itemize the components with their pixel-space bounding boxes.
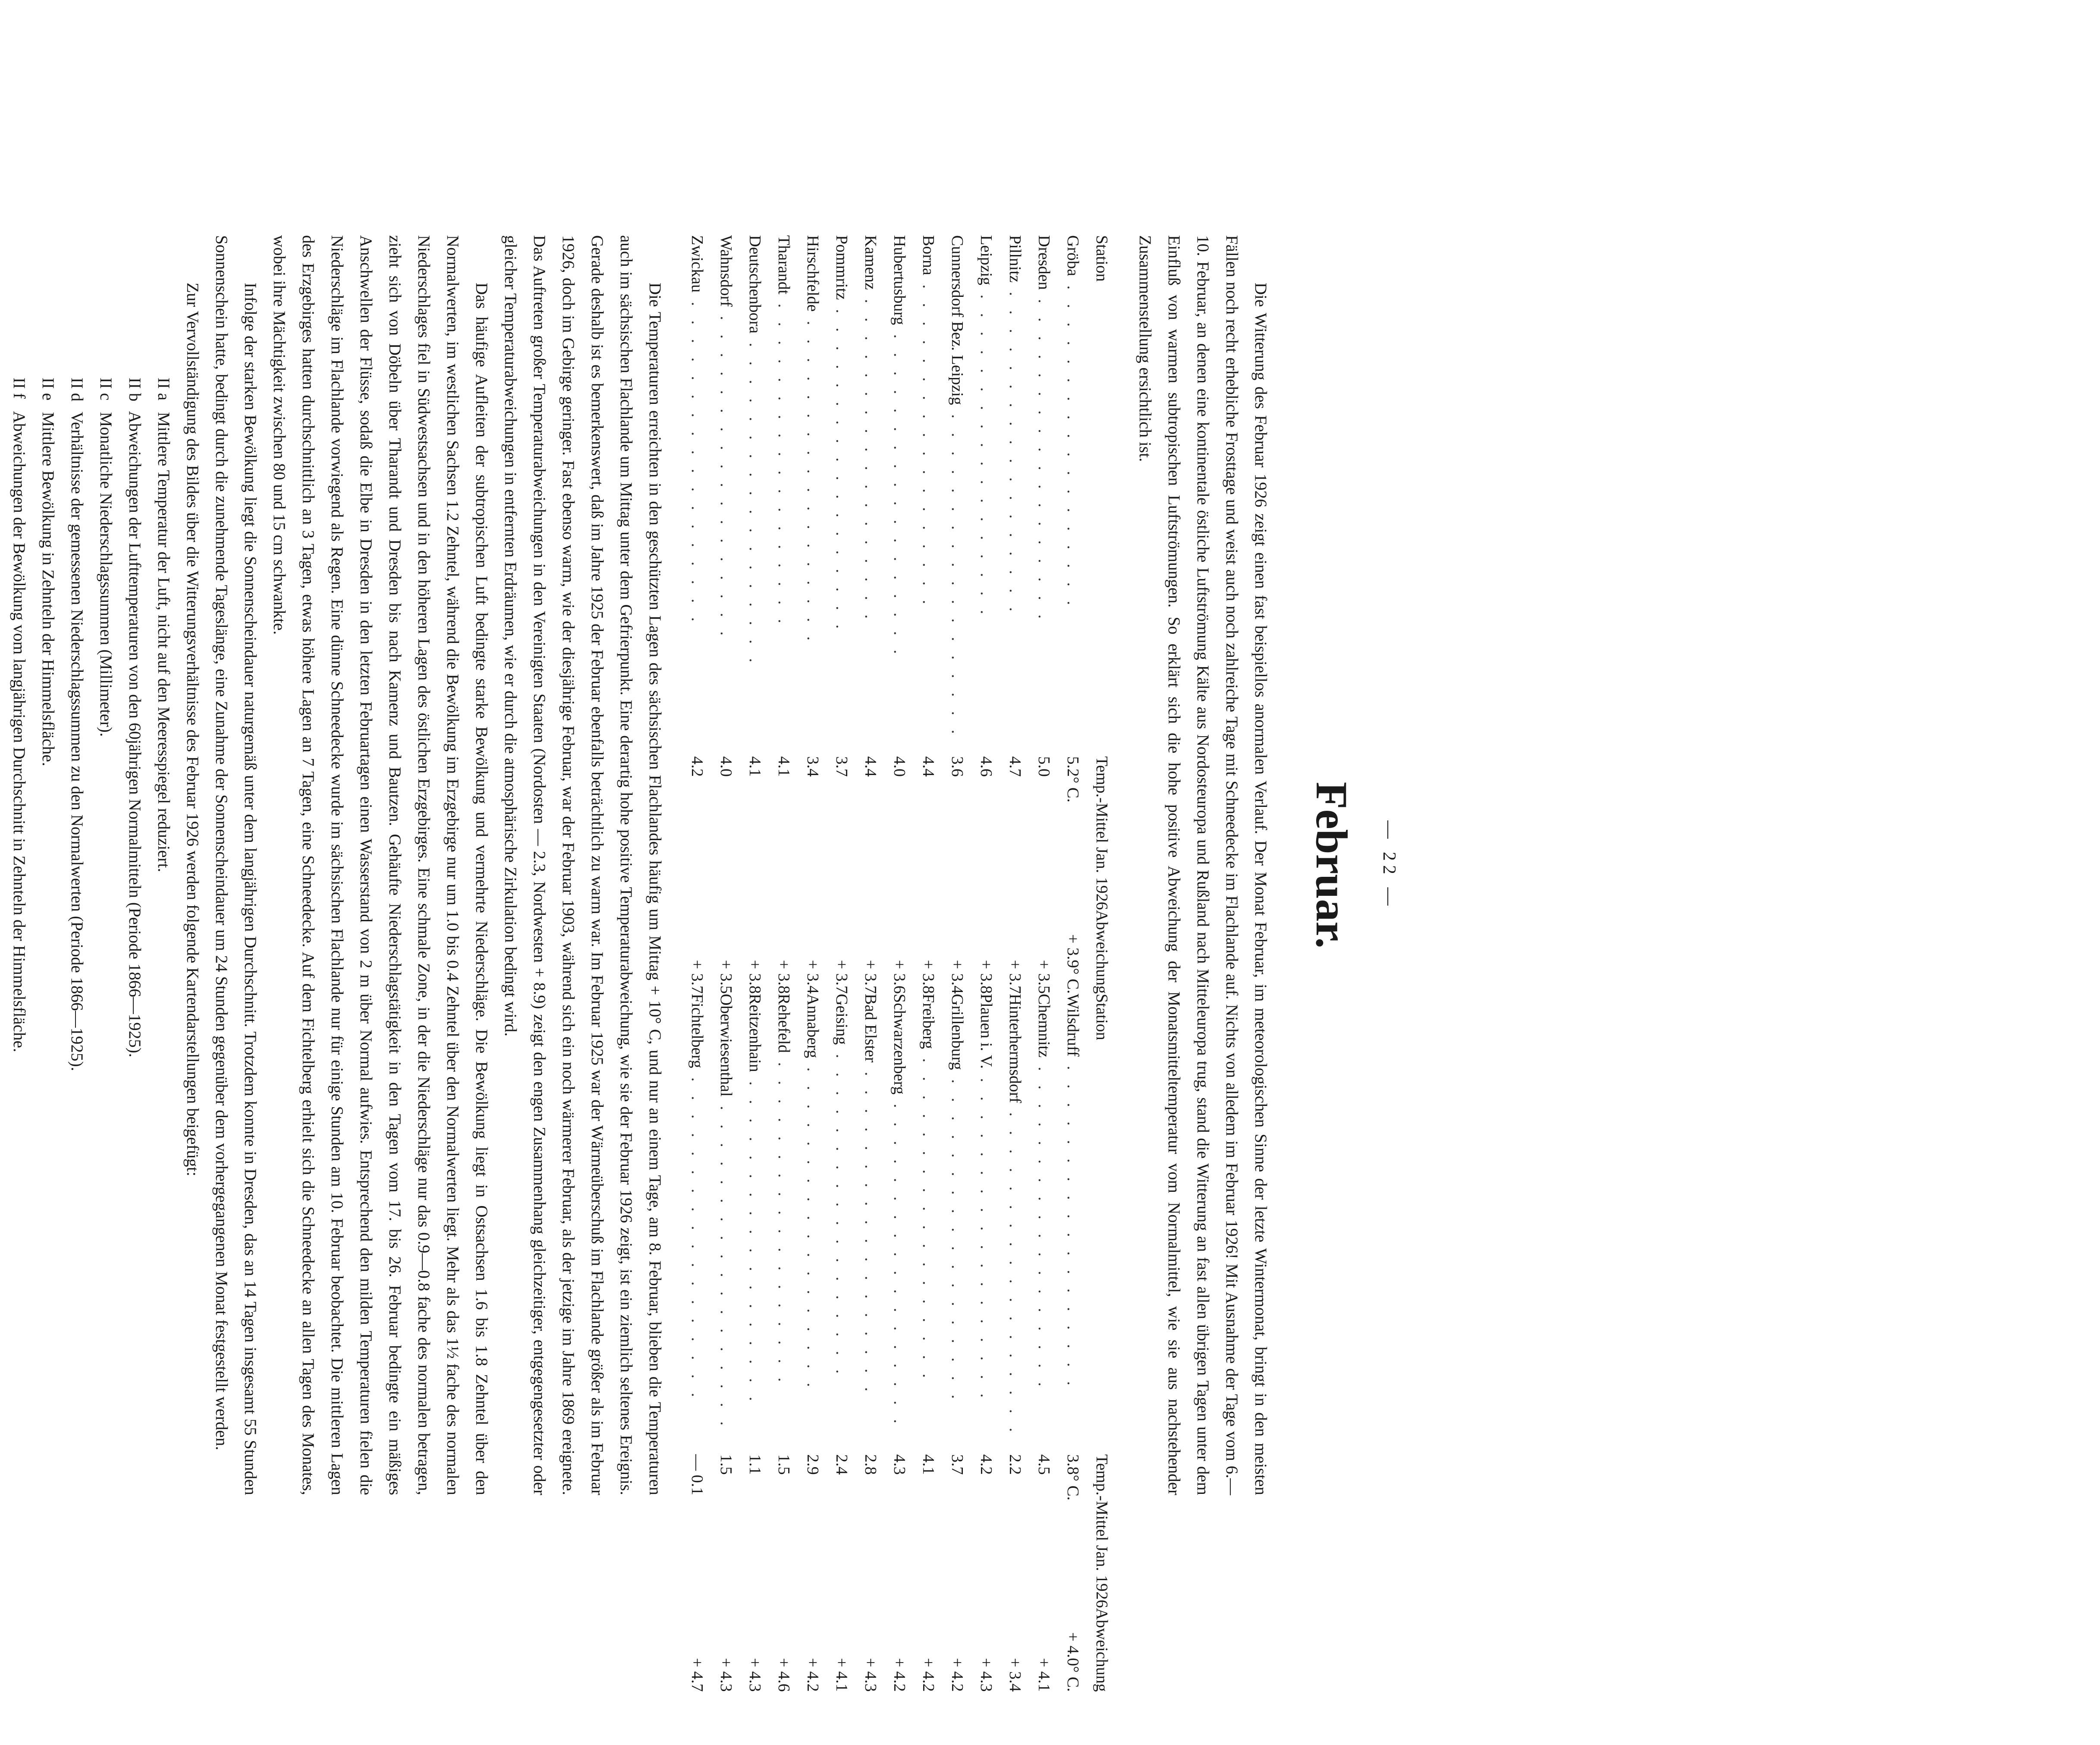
temp-cell-text: 4.1 [775, 756, 793, 777]
deviation-cell-text: + 3.5 [1035, 960, 1053, 994]
temp-cell [769, 739, 798, 910]
temp-cell-text: 4.7 [1006, 756, 1024, 777]
temp-cell [885, 1437, 914, 1608]
table-row [971, 994, 1000, 1692]
temp-cell-text: 5.0 [1035, 756, 1053, 777]
deviation-cell-text: + 3.6 [890, 960, 909, 994]
temp-cell-text: 4.4 [861, 756, 880, 777]
leader-dots: . . . . . . . . . . . . . . . . . . [804, 1058, 822, 1392]
leader-dots: . . . . . . . . . . . . . . . . . . [1006, 282, 1024, 617]
table-row [711, 235, 740, 994]
station-cell [943, 235, 971, 739]
deviation-cell-text: + 3.4 [1006, 1658, 1024, 1692]
station-cell [798, 235, 827, 739]
temp-cell-text: 4.5 [1035, 1454, 1053, 1475]
temp-cell-text: 1.1 [746, 1454, 764, 1475]
deviation-cell [914, 910, 943, 994]
table-row [769, 994, 798, 1692]
leader-dots: . . . . . . . . . . . . . . . . . . [688, 1068, 706, 1402]
leader-dots: . . . . . . . . . . . . . . . . . . [746, 1072, 764, 1406]
leader-dots: . . . . . . . . . . . . . . . . . . [948, 1070, 966, 1404]
leader-dots: . . . . . . . . . . . . . . . . . . [919, 275, 937, 609]
station-cell-text: Tharandt [775, 235, 793, 295]
temp-cell-text: 3.8° C. [1064, 1454, 1082, 1501]
temp-cell-text: 4.3 [890, 1454, 909, 1475]
temp-cell [943, 739, 971, 910]
table-row [682, 994, 711, 1692]
deviation-cell-text: + 3.7 [1006, 960, 1024, 994]
temp-cell [711, 1437, 740, 1608]
leader-dots: . . . . . . . . . . . . . . . . . . [919, 1049, 937, 1383]
leader-dots: . . . . . . . . . . . . . . . . . . [977, 285, 995, 620]
temp-cell [798, 739, 827, 910]
temp-cell [827, 1437, 856, 1608]
page-title: Februar. [1307, 781, 1356, 949]
leader-dots: . . . . . . . . . . . . . . . . . . [977, 1068, 995, 1403]
deviation-cell-text: + 3.5 [717, 960, 735, 994]
station-cell-text: Annaberg [804, 993, 822, 1058]
header-temp: Temp.-Mittel Jan. 1926 [1093, 756, 1111, 910]
deviation-cell-text: + 3.8 [746, 960, 764, 994]
station-cell [740, 994, 769, 1437]
station-cell [769, 235, 798, 739]
table-row [885, 235, 914, 994]
table-row [711, 994, 740, 1692]
deviation-cell-text: + 4.2 [804, 1658, 822, 1692]
table-row [914, 994, 943, 1692]
station-cell-text: Fichtelberg [688, 993, 706, 1068]
leader-dots: . . . . . . . . . . . . . . . . . . [948, 405, 966, 739]
station-cell [1058, 235, 1087, 739]
table-row [740, 235, 769, 994]
deviation-cell [1000, 1608, 1029, 1691]
station-cell [971, 235, 1000, 739]
temp-cell [1058, 739, 1087, 910]
station-cell [740, 235, 769, 739]
deviation-cell [971, 910, 1000, 994]
header-station: Station [1093, 235, 1111, 282]
temp-cell [1000, 1437, 1029, 1608]
station-cell [1029, 235, 1058, 739]
temp-cell [856, 1437, 885, 1608]
table-row [1000, 235, 1029, 994]
station-cell [769, 994, 798, 1437]
temp-cell [914, 739, 943, 910]
leader-dots: . . . . . . . . . . . . . . . . . . [746, 333, 764, 668]
deviation-cell [740, 1608, 769, 1691]
deviation-cell [943, 910, 971, 994]
leader-dots: . . . . . . . . . . . . . . . . . . [1035, 1057, 1053, 1392]
deviation-cell [769, 1608, 798, 1691]
leader-dots: . . . . . . . . . . . . . . . . . . [775, 294, 793, 629]
deviation-cell-text: + 4.6 [775, 1658, 793, 1692]
header-deviation: Abweichung [1093, 910, 1111, 994]
temperature-table-left [682, 235, 1116, 994]
temp-cell [1029, 1437, 1058, 1608]
table-row [1000, 994, 1029, 1692]
temp-cell-text: 4.1 [746, 756, 764, 777]
table-row [827, 235, 856, 994]
station-cell-text: Borna [919, 235, 937, 275]
temp-cell-text: 3.4 [804, 756, 822, 777]
station-cell [827, 235, 856, 739]
station-cell-text: Geising [833, 993, 851, 1045]
deviation-cell-text: + 4.2 [890, 1658, 909, 1692]
temp-cell-text: 2.9 [804, 1454, 822, 1475]
temp-cell [1029, 739, 1058, 910]
deviation-cell [827, 1608, 856, 1691]
deviation-cell [711, 1608, 740, 1691]
deviation-cell-text: + 3.8 [775, 960, 793, 994]
leader-dots: . . . . . . . . . . . . . . . . . . [861, 290, 880, 624]
map-code: II e [39, 378, 57, 401]
temp-cell-text: 4.2 [688, 756, 706, 777]
deviation-cell [798, 910, 827, 994]
station-cell-text: Deutschenbora [746, 235, 764, 334]
map-list [5, 235, 178, 1495]
temp-cell [682, 1437, 711, 1608]
deviation-cell-text: + 3.7 [688, 960, 706, 994]
map-code: II b [126, 378, 144, 402]
paragraph-maps-intro: Zur Vervollständigung des Bildes über die Witterungsverhältnisse des Februar 1926 werden folgende Kartendarstellungen beigefügt: [183, 283, 202, 1177]
table-row [827, 994, 856, 1692]
temp-cell [885, 739, 914, 910]
table-header-row [1087, 235, 1116, 994]
station-cell-text: Schwarzenberg [890, 993, 909, 1095]
leader-dots: . . . . . . . . . . . . . . . . . . [1064, 1056, 1082, 1391]
paragraph-sunshine: Infolge der starken Bewölkung liegt die Sonnenscheindauer naturgemäß unter dem langjährigen Durchschnitt. Trotzdem konnte in Dresden, das an 14 Tagen insgesamt 55 Stunden Sonnenschein hatte, bedingt durch die zunehmende Tageslänge, eine Zunahme der Sonnenscheindauer um 24 Stunden gegenüber dem vorhergegangenen Monat festgestellt werden. [212, 235, 260, 1495]
temp-cell [856, 739, 885, 910]
station-cell-text: Kamenz [861, 235, 880, 290]
table-row [798, 994, 827, 1692]
station-cell [1000, 235, 1029, 739]
temp-cell-text: — 0.1 [688, 1454, 706, 1496]
table-row [682, 235, 711, 994]
station-cell-text: Bad Elster [861, 993, 880, 1063]
map-code: II d [68, 378, 86, 402]
table-row [1058, 994, 1087, 1692]
temp-cell-text: 1.5 [717, 1454, 735, 1475]
deviation-cell-text: + 3.7 [861, 960, 880, 994]
temp-cell-text: 2.8 [861, 1454, 880, 1475]
station-cell-text: Chemnitz [1035, 993, 1053, 1058]
map-code: II f [10, 378, 28, 399]
temp-cell [1058, 1437, 1087, 1608]
temp-cell-text: 4.1 [919, 1454, 937, 1475]
leader-dots: . . . . . . . . . . . . . . . . . . [1006, 1103, 1024, 1437]
temp-cell-text: 4.2 [977, 1454, 995, 1475]
station-cell [798, 994, 827, 1437]
deviation-cell-text: + 4.3 [746, 1658, 764, 1692]
map-description: Abweichungen der Lufttemperaturen von den 60jährigen Normalmitteln (Periode 1866—1925). [126, 411, 144, 1058]
table-row [914, 235, 943, 994]
deviation-cell-text: + 3.4 [948, 960, 966, 994]
table-row [1058, 235, 1087, 994]
map-description: Abweichungen der Bewölkung vom langjährigen Durchschnitt in Zehnteln der Himmelsfläche. [10, 411, 28, 1052]
map-list-item [34, 235, 63, 1495]
station-cell [827, 994, 856, 1437]
deviation-cell [885, 910, 914, 994]
deviation-cell [885, 1608, 914, 1691]
leader-dots: . . . . . . . . . . . . . . . . . . [804, 312, 822, 646]
deviation-cell [856, 1608, 885, 1691]
map-code: II a [154, 378, 173, 401]
station-cell-text: Leipzig [977, 235, 995, 286]
temp-cell [827, 739, 856, 910]
map-code: II c [97, 378, 115, 401]
deviation-cell [1058, 1608, 1087, 1691]
station-cell [885, 235, 914, 739]
temp-cell [711, 739, 740, 910]
station-cell-text: Gröba [1064, 235, 1082, 276]
temp-cell-text: 4.0 [890, 756, 909, 777]
station-cell-text: Pommritz [833, 235, 851, 300]
deviation-cell [711, 910, 740, 994]
station-cell-text: Dresden [1035, 235, 1053, 290]
station-cell-text: Wilsdruff [1064, 993, 1082, 1057]
table-row [943, 994, 971, 1692]
station-cell-text: Hinterhermsdorf [1006, 993, 1024, 1103]
deviation-cell-text: + 3.8 [977, 960, 995, 994]
station-cell [914, 994, 943, 1437]
deviation-cell [1058, 910, 1087, 994]
temp-cell [740, 1437, 769, 1608]
station-cell-text: Pillnitz [1006, 235, 1024, 283]
leader-dots: . . . . . . . . . . . . . . . . . . [833, 1045, 851, 1379]
leader-dots: . . . . . . . . . . . . . . . . . . [1035, 290, 1053, 624]
temperature-tables [682, 235, 1116, 1692]
station-cell-text: Rehefeld [775, 993, 793, 1053]
leader-dots: . . . . . . . . . . . . . . . . . . [717, 1096, 735, 1431]
map-list-item [63, 235, 91, 1495]
temp-cell [971, 1437, 1000, 1608]
temp-cell-text: 2.2 [1006, 1454, 1024, 1475]
temp-cell [971, 739, 1000, 910]
temperature-table-right [682, 994, 1116, 1692]
deviation-cell-text: + 4.2 [919, 1658, 937, 1692]
table-row [971, 235, 1000, 994]
deviation-cell [971, 1608, 1000, 1691]
station-cell-text: Hubertusburg [890, 235, 909, 325]
leader-dots: . . . . . . . . . . . . . . . . . . [775, 1053, 793, 1387]
table-row [1029, 994, 1058, 1692]
station-cell-text: Wahnsdorf [717, 235, 735, 307]
map-description: Mittlere Bewölkung in Zehnteln der Himmelsfläche. [39, 412, 57, 766]
deviation-cell [1029, 910, 1058, 994]
leader-dots: . . . . . . . . . . . . . . . . . . [833, 299, 851, 634]
temp-cell [943, 1437, 971, 1608]
map-description: Monatliche Niederschlagssummen (Millimeter). [97, 412, 115, 737]
deviation-cell-text: + 4.7 [688, 1658, 706, 1692]
deviation-cell [943, 1608, 971, 1691]
deviation-cell-text: + 3.8 [919, 960, 937, 994]
leader-dots: . . . . . . . . . . . . . . . . . . [861, 1062, 880, 1397]
station-cell [1000, 994, 1029, 1437]
station-cell [682, 235, 711, 739]
map-list-item [120, 235, 149, 1495]
station-cell-text: Grillenburg [948, 993, 966, 1070]
deviation-cell [827, 910, 856, 994]
table-row [856, 235, 885, 994]
deviation-cell-text: + 4.1 [833, 1658, 851, 1692]
temp-cell-text: 2.4 [833, 1454, 851, 1475]
deviation-cell [682, 910, 711, 994]
intro-paragraph: Die Witterung des Februar 1926 zeigt einen fast beispiellos anormalen Verlauf. Der Monat Februar, im meteorologischen Sinne der letzte Wintermonat, bringt in den meisten Fällen noch recht erhebliche Frosttage und weist auch noch zahlreiche Tage mit Schneedecke im Flachlande auf. Nichts von alledem im Februar 1926! Mit Ausnahme der Tage vom 6.—10. Februar, an denen eine kontinentale östliche Luftströmung Kälte aus Nordosteuropa und Rußland nach Mitteleuropa trug, stand die Witterung an fast allen übrigen Tagen unter dem Einfluß von warmen subtropischen Luftströmungen. So erklärt sich die hohe positive Abweichung der Monatsmitteltemperatur vom Normalmittel, wie sie aus nachstehender Zusammenstellung ersichtlich ist. [1136, 235, 1270, 1495]
deviation-cell-text: + 3.7 [833, 960, 851, 994]
temp-cell [769, 1437, 798, 1608]
station-cell-text: Plauen i. V. [977, 993, 995, 1069]
paragraph-precipitation: Das häufige Aufleiten der subtropischen Luft bedingte starke Bewölkung und vermehrte Niederschläge. Die Bewölkung liegt in Ostsachsen 1.6 bis 1.8 Zehntel über den Normalwerten, im westlichen Sachsen 1.2 Zehntel, während die Bewölkung im Erzgebirge nur um 1.0 bis 0.4 Zehntel über den Normalwerten liegt. Mehr als das 1½ fache des normalen Niederschlages fiel in Südwestsachsen und in den höheren Lagen des östlichen Erzgebirges. Eine schmale Zone, in der die Niederschläge nur das 0.9—0.8 fache des normalen betragen, zieht sich von Döbeln über Tharandt und Dresden bis nach Kamenz und Bautzen. Gehäufte Niederschlagstätigkeit in den Tagen vom 17. bis 26. Februar bedingte ein mäßiges Anschwellen der Flüsse, sodaß die Elbe in Dresden in den letzten Februartagen einen Wasserstand von 2 m über Normal aufwies. Entsprechend den milden Temperaturen fielen die Niederschläge im Flachlande vorwiegend als Regen. Eine dünne Schneedecke wurde im sächsischen Flachlande nur für einige Stunden am 10. Februar beobachtet. Die mittleren Lagen des Erzgebirges hatten durchschnittlich an 3 Tagen, etwas höhere Lagen an 7 Tagen, eine Schneedecke. Auf dem Fichtelberg erhielt sich die Schneedecke an allen Tagen des Monates, wobei ihre Mächtigkeit zwischen 80 und 15 cm schwankte. [270, 235, 491, 1495]
station-cell [885, 994, 914, 1437]
table-header-row [1087, 994, 1116, 1692]
temp-cell-text: 1.5 [775, 1454, 793, 1475]
temp-cell-text: 4.6 [977, 756, 995, 777]
deviation-cell [1000, 910, 1029, 994]
table-row [1029, 235, 1058, 994]
temp-cell [682, 739, 711, 910]
temp-cell-text: 3.7 [833, 756, 851, 777]
deviation-cell-text: + 3.9° C. [1064, 934, 1082, 994]
map-list-item [5, 235, 34, 1495]
temp-cell-text: 4.0 [717, 756, 735, 777]
station-cell [971, 994, 1000, 1437]
station-cell [1029, 994, 1058, 1437]
station-cell [943, 994, 971, 1437]
map-description: Mittlere Temperatur der Luft, nicht auf den Meeresspiegel reduziert. [154, 412, 173, 872]
deviation-cell [769, 910, 798, 994]
page-number: — 22 — [1379, 820, 1399, 910]
header-deviation: Abweichung [1093, 1608, 1111, 1692]
temp-cell [1000, 739, 1029, 910]
header-temp: Temp.-Mittel Jan. 1926 [1093, 1454, 1111, 1608]
map-list-item [149, 235, 178, 1495]
station-cell [914, 235, 943, 739]
temp-cell-text: 5.2° C. [1064, 756, 1082, 803]
station-cell-text: Oberwiesenthal [717, 993, 735, 1097]
deviation-cell [914, 1608, 943, 1691]
leader-dots: . . . . . . . . . . . . . . . . . . [890, 325, 909, 659]
deviation-cell [740, 910, 769, 994]
leader-dots: . . . . . . . . . . . . . . . . . . [1064, 276, 1082, 610]
deviation-cell-text: + 4.2 [948, 1658, 966, 1692]
temp-cell-text: 3.7 [948, 1454, 966, 1475]
deviation-cell-text: + 4.3 [717, 1658, 735, 1692]
leader-dots: . . . . . . . . . . . . . . . . . . [890, 1094, 909, 1429]
paragraph-temperatures: Die Temperaturen erreichten in den geschützten Lagen des sächsischen Flachlandes häufig um Mittag + 10° C, und nur an einem Tage, am 8. Februar, blieben die Temperaturen auch im sächsischen Flachlande um Mittag unter dem Gefrierpunkt. Eine derartig hohe positive Temperaturabweichung, wie sie der Februar 1926 zeigt, ist ein ziemlich seltenes Ereignis. Gerade deshalb ist es bemerkenswert, daß im Jahre 1925 der Februar ebenfalls beträchtlich zu warm war. Im Februar 1925 war der Wärmeüberschuß im Flachlande größer als im Februar 1926, doch im Gebirge geringer. Fast ebenso warm, wie der diesjährige Februar, war der Februar 1903, während sich ein noch wärmerer Februar, als der jetzige im Jahre 1869 ereignete. Das Auftreten großer Temperaturabweichungen in den Vereinigten Staaten (Nordosten — 2.3, Nordwesten + 8.9) zeigt den engen Zusammenhang gleichzeitiger, entgegengesetzter oder gleicher Temperaturabweichungen in entfernten Erdräumen, wie er durch die atmosphärische Zirkulation bedingt wird. [501, 235, 664, 1495]
table-row [885, 994, 914, 1692]
station-cell [711, 994, 740, 1437]
station-cell [682, 994, 711, 1437]
station-cell [856, 994, 885, 1437]
station-cell-text: Zwickau [688, 235, 706, 293]
page-content [5, 235, 1403, 1692]
deviation-cell [798, 1608, 827, 1691]
table-row [798, 235, 827, 994]
temp-cell [740, 739, 769, 910]
deviation-cell [856, 910, 885, 994]
map-description: Verhältnisse der gemessenen Niederschlagssummen zu den Normalwerten (Periode 1866—1925). [68, 412, 86, 1071]
temp-cell [798, 1437, 827, 1608]
deviation-cell-text: + 4.0° C. [1064, 1632, 1082, 1692]
temp-cell [914, 1437, 943, 1608]
station-cell [711, 235, 740, 739]
station-cell-text: Freiberg [919, 993, 937, 1049]
deviation-cell-text: + 4.3 [977, 1658, 995, 1692]
station-cell-text: Hirschfelde [804, 235, 822, 312]
table-row [943, 235, 971, 994]
station-cell-text: Cunnersdorf Bez. Leipzig [948, 235, 966, 405]
header-station: Station [1093, 993, 1111, 1040]
leader-dots: . . . . . . . . . . . . . . . . . . [688, 292, 706, 627]
station-cell [856, 235, 885, 739]
map-list-item [91, 235, 120, 1495]
deviation-cell [1029, 1608, 1058, 1691]
deviation-cell-text: + 4.3 [861, 1658, 880, 1692]
leader-dots: . . . . . . . . . . . . . . . . . . [717, 306, 735, 641]
table-row [769, 235, 798, 994]
station-cell-text: Reitzenhain [746, 993, 764, 1072]
temp-cell-text: 3.6 [948, 756, 966, 777]
station-cell [1058, 994, 1087, 1437]
table-row [856, 994, 885, 1692]
deviation-cell-text: + 3.4 [804, 960, 822, 994]
deviation-cell-text: + 4.1 [1035, 1658, 1053, 1692]
temp-cell-text: 4.4 [919, 756, 937, 777]
table-row [740, 994, 769, 1692]
deviation-cell [682, 1608, 711, 1691]
